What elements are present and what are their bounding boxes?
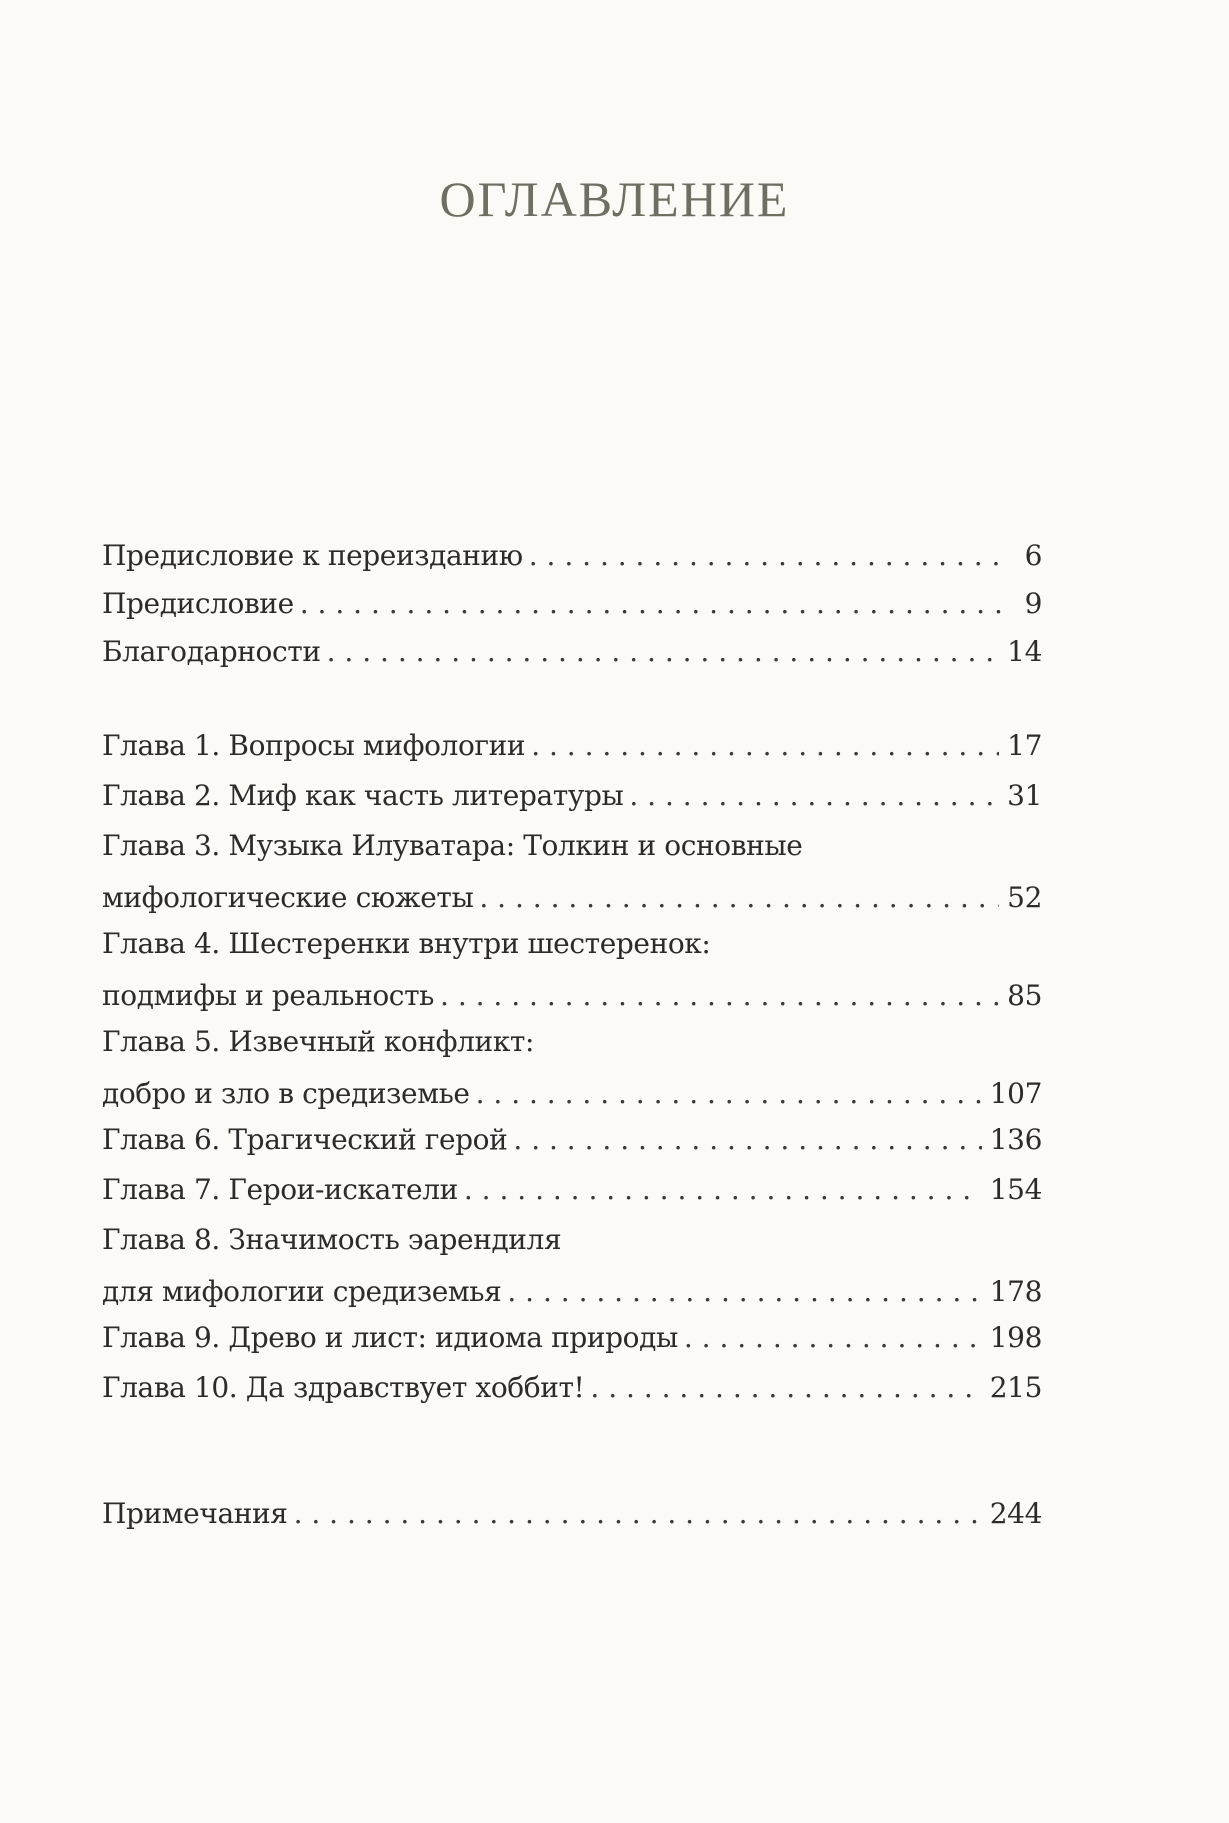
toc-entry-title: Глава 1. Вопросы мифологии	[102, 729, 526, 762]
toc-entry-title-line-2: мифологические сюжеты	[102, 881, 474, 914]
dot-leader	[476, 1068, 982, 1120]
toc-entry-title: Глава 10. Да здравствует хоббит!	[102, 1371, 585, 1404]
dot-leader	[464, 1164, 982, 1216]
toc-entry-title: Предисловие к переизданию	[102, 539, 523, 572]
toc-entry-page: 85	[1007, 979, 1042, 1012]
toc-entry-title-line-2: добро и зло в средиземье	[102, 1077, 470, 1110]
dot-leader	[327, 626, 1000, 678]
toc-entry-page: 244	[989, 1497, 1042, 1530]
toc-entry-chapter-2[interactable]	[102, 770, 1042, 822]
toc-entry-title-line-1: Глава 4. Шестеренки внутри шестеренок:	[102, 927, 711, 960]
dot-leader	[440, 970, 999, 1022]
toc-entry-foreword-reprint[interactable]	[102, 530, 1042, 582]
toc-entry-title: Глава 9. Древо и лист: идиома природы	[102, 1321, 678, 1354]
toc-entry-title: Глава 6. Трагический герой	[102, 1123, 508, 1156]
toc-entry-title-line-2: подмифы и реальность	[102, 979, 435, 1012]
toc-entry-title-line-1: Глава 3. Музыка Илуватара: Толкин и основные	[102, 829, 803, 862]
dot-leader	[294, 1488, 982, 1540]
toc-entry-foreword[interactable]	[102, 578, 1042, 630]
toc-entry-page: 154	[989, 1173, 1042, 1206]
toc-entry-title: Предисловие	[102, 587, 294, 620]
dot-leader	[529, 530, 1004, 582]
toc-entry-chapter-4[interactable]	[102, 918, 1042, 1022]
dot-leader	[590, 1362, 981, 1414]
toc-entry-title: Примечания	[102, 1497, 288, 1530]
toc-entry-page: 178	[989, 1275, 1042, 1308]
toc-entry-chapter-6[interactable]	[102, 1114, 1042, 1166]
toc-entry-title: Глава 2. Миф как часть литературы	[102, 779, 624, 812]
dot-leader	[513, 1114, 981, 1166]
toc-entry-chapter-7[interactable]	[102, 1164, 1042, 1216]
toc-entry-chapter-3[interactable]	[102, 820, 1042, 924]
dot-leader	[479, 872, 999, 924]
toc-entry-acknowledgements[interactable]	[102, 626, 1042, 678]
toc-entry-chapter-5[interactable]	[102, 1016, 1042, 1120]
dot-leader	[300, 578, 1004, 630]
toc-entry-chapter-10[interactable]	[102, 1362, 1042, 1414]
dot-leader	[531, 720, 999, 772]
toc-entry-title-line-2: для мифологии средиземья	[102, 1275, 502, 1308]
toc-entry-title: Глава 7. Герои-искатели	[102, 1173, 458, 1206]
dot-leader	[507, 1266, 981, 1318]
dot-leader	[684, 1312, 982, 1364]
toc-entry-page: 136	[989, 1123, 1042, 1156]
page-title: ОГЛАВЛЕНИЕ	[439, 171, 790, 227]
toc-entry-page: 31	[1007, 779, 1042, 812]
toc-entry-page: 17	[1007, 729, 1042, 762]
toc-entry-page: 9	[1024, 587, 1042, 620]
toc-entry-title-line-1: Глава 8. Значимость эарендиля	[102, 1223, 562, 1256]
toc-entry-page: 215	[989, 1371, 1042, 1404]
toc-entry-page: 107	[989, 1077, 1042, 1110]
toc-entry-chapter-8[interactable]	[102, 1214, 1042, 1318]
dot-leader	[629, 770, 999, 822]
toc-entry-page: 198	[989, 1321, 1042, 1354]
toc-entry-page: 6	[1024, 539, 1042, 572]
toc-entry-title: Благодарности	[102, 635, 321, 668]
toc-entry-page: 52	[1007, 881, 1042, 914]
toc-entry-notes[interactable]	[102, 1488, 1042, 1540]
toc-entry-page: 14	[1007, 635, 1042, 668]
toc-entry-chapter-9[interactable]	[102, 1312, 1042, 1364]
toc-entry-chapter-1[interactable]	[102, 720, 1042, 772]
toc-entry-title-line-1: Глава 5. Извечный конфликт:	[102, 1025, 535, 1058]
